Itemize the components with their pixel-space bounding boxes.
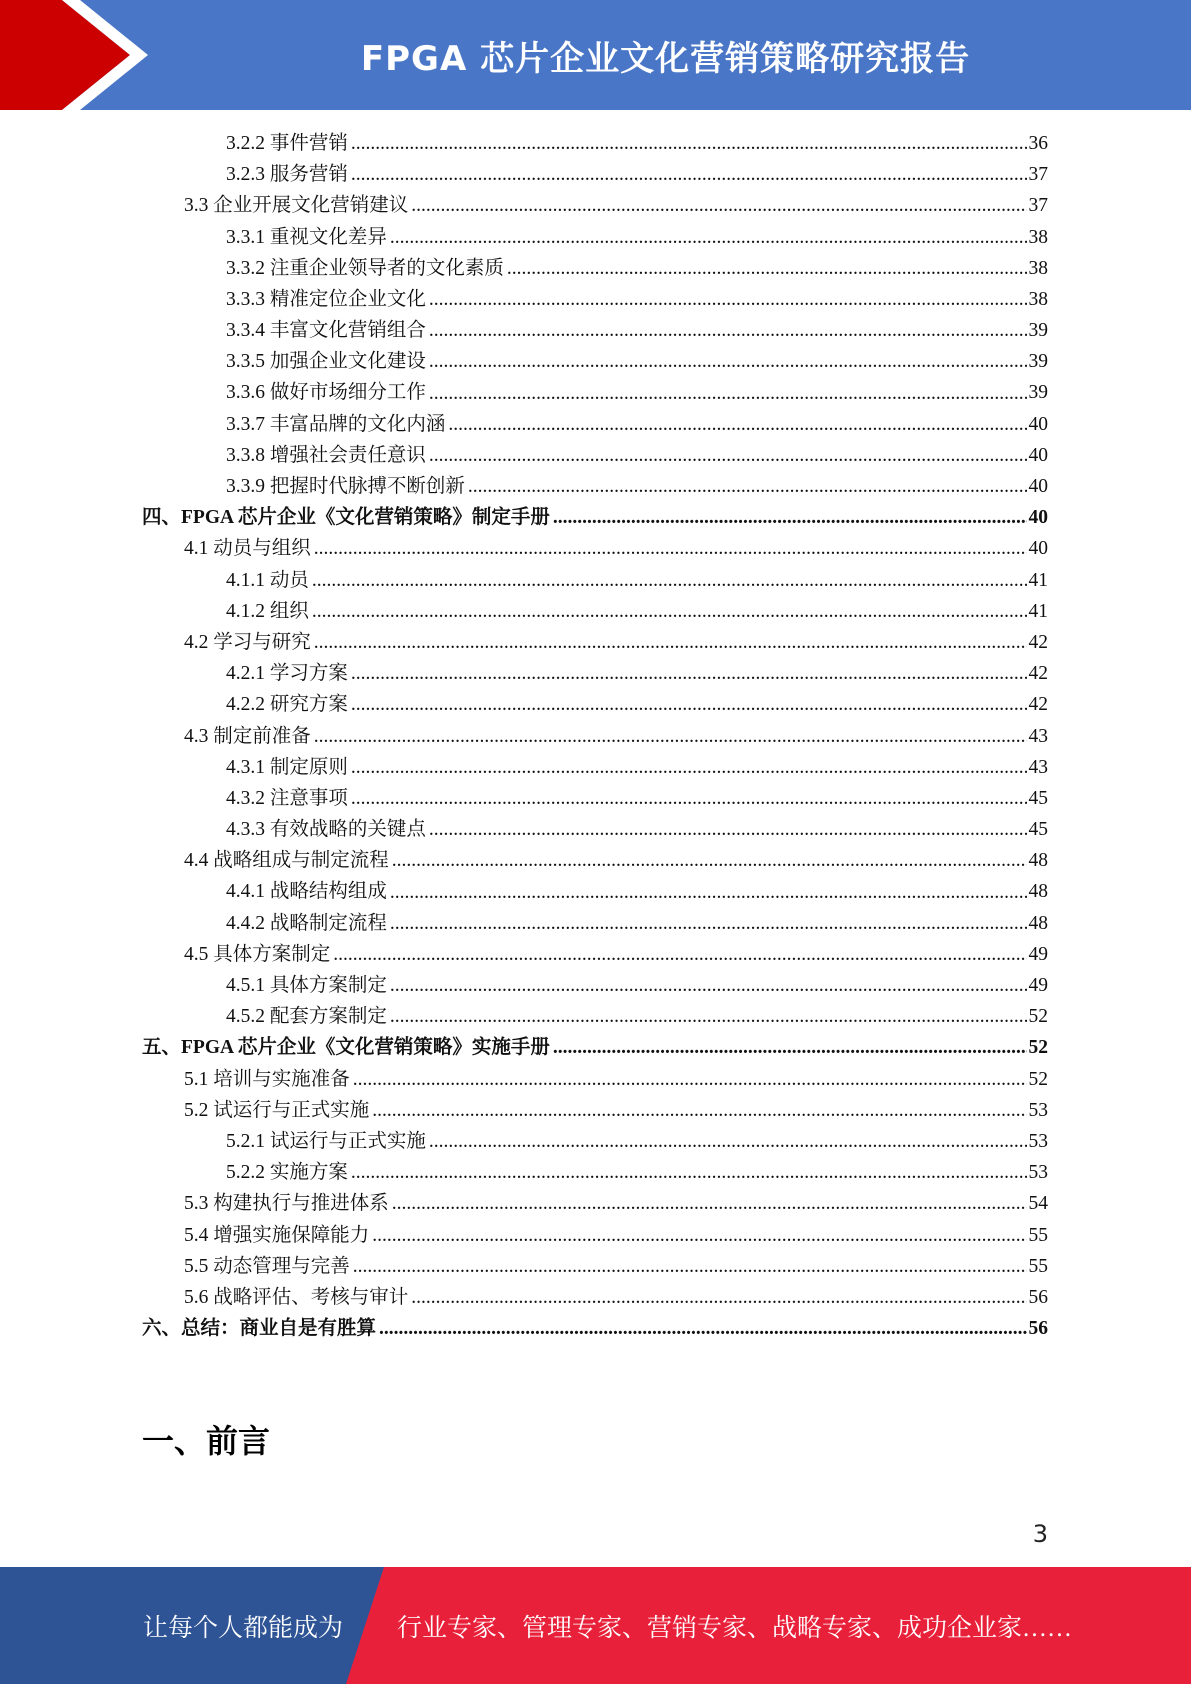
toc-entry-title: 3.3.7 丰富品牌的文化内涵 — [226, 413, 446, 435]
toc-entry-page: 56 — [1028, 1286, 1048, 1308]
toc-entry[interactable] — [142, 284, 1048, 315]
toc-dot-leader — [312, 596, 1027, 627]
toc-entry-page: 38 — [1028, 288, 1048, 310]
toc-entry-title: 五、FPGA 芯片企业《文化营销策略》实施手册 — [142, 1037, 550, 1059]
toc-entry-page: 38 — [1028, 257, 1048, 279]
toc-entry[interactable] — [142, 783, 1048, 814]
toc-entry-page: 37 — [1028, 164, 1048, 186]
toc-entry[interactable] — [142, 222, 1048, 253]
toc-entry-title: 3.3.4 丰富文化营销组合 — [226, 320, 426, 342]
toc-entry-title: 5.2.2 实施方案 — [226, 1162, 348, 1184]
toc-dot-leader — [390, 908, 1027, 939]
toc-entry-page: 53 — [1028, 1130, 1048, 1152]
toc-entry[interactable] — [142, 845, 1048, 876]
toc-entry-page: 52 — [1028, 1006, 1048, 1028]
toc-entry-title: 3.3.3 精准定位企业文化 — [226, 288, 426, 310]
toc-entry-page: 37 — [1028, 195, 1048, 217]
toc-entry[interactable] — [142, 502, 1048, 533]
toc-entry-title: 4.3.3 有效战略的关键点 — [226, 819, 426, 841]
toc-dot-leader — [351, 689, 1027, 720]
toc-entry-title: 3.3.5 加强企业文化建设 — [226, 351, 426, 373]
section-heading: 一、前言 — [142, 1422, 271, 1460]
toc-dot-leader — [468, 471, 1027, 502]
toc-entry-title: 4.4 战略组成与制定流程 — [184, 850, 389, 872]
header-red-block — [0, 0, 130, 110]
toc-dot-leader — [553, 502, 1027, 533]
toc-entry-page: 42 — [1028, 694, 1048, 716]
toc-dot-leader — [314, 533, 1027, 564]
toc-entry-page: 52 — [1028, 1068, 1048, 1090]
toc-entry[interactable] — [142, 939, 1048, 970]
toc-entry[interactable] — [142, 721, 1048, 752]
toc-entry-title: 4.1.1 动员 — [226, 569, 309, 591]
toc-dot-leader — [372, 1095, 1026, 1126]
toc-entry[interactable] — [142, 1220, 1048, 1251]
toc-entry-page: 42 — [1028, 631, 1048, 653]
toc-entry[interactable] — [142, 627, 1048, 658]
toc-entry[interactable] — [142, 159, 1048, 190]
toc-dot-leader — [390, 970, 1027, 1001]
toc-entry-title: 3.3.9 把握时代脉搏不断创新 — [226, 476, 465, 498]
toc-dot-leader — [314, 627, 1027, 658]
toc-entry-page: 40 — [1028, 413, 1048, 435]
toc-entry[interactable] — [142, 409, 1048, 440]
toc-dot-leader — [411, 1282, 1026, 1313]
toc-entry-page: 39 — [1028, 320, 1048, 342]
toc-entry[interactable] — [142, 658, 1048, 689]
toc-dot-leader — [353, 1064, 1027, 1095]
toc-entry-page: 54 — [1028, 1193, 1048, 1215]
toc-dot-leader — [351, 1157, 1027, 1188]
toc-entry-title: 3.3.2 注重企业领导者的文化素质 — [226, 257, 504, 279]
toc-entry[interactable] — [142, 378, 1048, 409]
toc-entry-title: 4.3 制定前准备 — [184, 725, 311, 747]
toc-entry-title: 3.3.8 增强社会责任意识 — [226, 444, 426, 466]
toc-entry-page: 40 — [1028, 507, 1048, 529]
toc-entry-page: 40 — [1028, 538, 1048, 560]
toc-entry-page: 43 — [1028, 725, 1048, 747]
toc-entry[interactable] — [142, 1282, 1048, 1313]
toc-entry[interactable] — [142, 877, 1048, 908]
toc-entry-page: 48 — [1028, 881, 1048, 903]
toc-dot-leader — [429, 1126, 1027, 1157]
toc-dot-leader — [429, 346, 1027, 377]
toc-entry-title: 3.3.1 重视文化差异 — [226, 226, 387, 248]
toc-entry-page: 55 — [1028, 1255, 1048, 1277]
toc-entry-title: 4.1 动员与组织 — [184, 538, 311, 560]
toc-entry-title: 4.3.1 制定原则 — [226, 756, 348, 778]
document-title: FPGA 芯片企业文化营销策略研究报告 — [360, 38, 971, 79]
toc-entry[interactable] — [142, 1313, 1048, 1344]
footer-slogan-right: 行业专家、管理专家、营销专家、战略专家、成功企业家…… — [397, 1614, 1073, 1642]
toc-entry-title: 4.2.1 学习方案 — [226, 663, 348, 685]
toc-dot-leader — [314, 721, 1027, 752]
toc-entry-title: 4.5.1 具体方案制定 — [226, 975, 387, 997]
toc-entry-page: 41 — [1028, 600, 1048, 622]
toc-dot-leader — [429, 378, 1027, 409]
toc-entry-title: 4.4.2 战略制定流程 — [226, 912, 387, 934]
toc-entry-title: 5.2.1 试运行与正式实施 — [226, 1130, 426, 1152]
toc-entry[interactable] — [142, 533, 1048, 564]
toc-dot-leader — [429, 440, 1027, 471]
toc-entry[interactable] — [142, 1157, 1048, 1188]
toc-entry-page: 42 — [1028, 663, 1048, 685]
toc-dot-leader — [351, 159, 1027, 190]
toc-dot-leader — [333, 939, 1026, 970]
toc-dot-leader — [411, 190, 1026, 221]
toc-entry-title: 5.5 动态管理与完善 — [184, 1255, 350, 1277]
toc-dot-leader — [351, 658, 1027, 689]
toc-entry[interactable] — [142, 128, 1048, 159]
toc-entry-title: 4.2.2 研究方案 — [226, 694, 348, 716]
toc-entry-title: 六、总结：商业自是有胜算 — [142, 1318, 377, 1340]
table-of-contents — [142, 128, 1048, 1344]
footer-slogan-left: 让每个人都能成为 — [143, 1614, 344, 1642]
toc-entry-page: 53 — [1028, 1162, 1048, 1184]
toc-entry[interactable] — [142, 596, 1048, 627]
toc-dot-leader — [390, 222, 1027, 253]
toc-dot-leader — [429, 315, 1027, 346]
toc-dot-leader — [353, 1251, 1027, 1282]
toc-dot-leader — [392, 845, 1027, 876]
toc-entry-title: 3.2.3 服务营销 — [226, 164, 348, 186]
toc-dot-leader — [351, 783, 1027, 814]
toc-entry-page: 39 — [1028, 351, 1048, 373]
toc-entry-page: 40 — [1028, 476, 1048, 498]
toc-dot-leader — [372, 1220, 1026, 1251]
toc-entry-page: 49 — [1028, 975, 1048, 997]
toc-dot-leader — [507, 253, 1027, 284]
toc-entry-page: 40 — [1028, 444, 1048, 466]
toc-entry[interactable] — [142, 970, 1048, 1001]
toc-entry-title: 4.2 学习与研究 — [184, 631, 311, 653]
page-number: 3 — [1032, 1520, 1048, 1548]
toc-entry-page: 49 — [1028, 943, 1048, 965]
toc-entry-page: 36 — [1028, 132, 1048, 154]
toc-entry-page: 53 — [1028, 1099, 1048, 1121]
toc-entry-title: 5.2 试运行与正式实施 — [184, 1099, 370, 1121]
toc-entry-title: 4.5 具体方案制定 — [184, 943, 331, 965]
toc-entry-title: 5.1 培训与实施准备 — [184, 1068, 350, 1090]
toc-entry[interactable] — [142, 1126, 1048, 1157]
toc-entry-title: 4.5.2 配套方案制定 — [226, 1006, 387, 1028]
toc-entry[interactable] — [142, 1064, 1048, 1095]
toc-entry-title: 四、FPGA 芯片企业《文化营销策略》制定手册 — [142, 507, 550, 529]
toc-entry[interactable] — [142, 814, 1048, 845]
toc-entry-title: 3.3 企业开展文化营销建议 — [184, 195, 409, 217]
page-header — [0, 0, 1191, 110]
toc-entry[interactable] — [142, 471, 1048, 502]
toc-entry-title: 5.3 构建执行与推进体系 — [184, 1193, 389, 1215]
toc-dot-leader — [312, 565, 1027, 596]
toc-dot-leader — [351, 752, 1027, 783]
toc-entry-page: 48 — [1028, 850, 1048, 872]
toc-entry-title: 3.2.2 事件营销 — [226, 132, 348, 154]
toc-entry[interactable] — [142, 565, 1048, 596]
toc-entry[interactable] — [142, 689, 1048, 720]
toc-entry[interactable] — [142, 908, 1048, 939]
toc-dot-leader — [390, 1001, 1027, 1032]
toc-entry-page: 52 — [1028, 1037, 1048, 1059]
toc-entry[interactable] — [142, 752, 1048, 783]
toc-entry-page: 55 — [1028, 1224, 1048, 1246]
toc-entry[interactable] — [142, 1095, 1048, 1126]
toc-entry[interactable] — [142, 190, 1048, 221]
toc-entry-title: 4.3.2 注意事项 — [226, 787, 348, 809]
toc-entry-page: 39 — [1028, 382, 1048, 404]
toc-entry-title: 4.1.2 组织 — [226, 600, 309, 622]
toc-entry-page: 45 — [1028, 787, 1048, 809]
toc-dot-leader — [553, 1032, 1027, 1063]
toc-entry[interactable] — [142, 440, 1048, 471]
toc-entry-page: 48 — [1028, 912, 1048, 934]
toc-entry-title: 3.3.6 做好市场细分工作 — [226, 382, 426, 404]
toc-dot-leader — [448, 409, 1026, 440]
toc-entry-title: 5.4 增强实施保障能力 — [184, 1224, 370, 1246]
toc-entry[interactable] — [142, 1188, 1048, 1219]
toc-entry[interactable] — [142, 1032, 1048, 1063]
toc-entry[interactable] — [142, 1001, 1048, 1032]
toc-entry-title: 5.6 战略评估、考核与审计 — [184, 1286, 409, 1308]
toc-dot-leader — [351, 128, 1027, 159]
page-footer — [0, 1567, 1191, 1684]
toc-entry-title: 4.4.1 战略结构组成 — [226, 881, 387, 903]
toc-dot-leader — [429, 284, 1027, 315]
toc-entry[interactable] — [142, 346, 1048, 377]
toc-entry-page: 38 — [1028, 226, 1048, 248]
toc-entry[interactable] — [142, 253, 1048, 284]
toc-entry-page: 56 — [1028, 1318, 1048, 1340]
toc-entry-page: 43 — [1028, 756, 1048, 778]
toc-dot-leader — [429, 814, 1027, 845]
toc-dot-leader — [392, 1188, 1027, 1219]
toc-entry-page: 45 — [1028, 819, 1048, 841]
toc-entry[interactable] — [142, 315, 1048, 346]
toc-entry[interactable] — [142, 1251, 1048, 1282]
toc-entry-page: 41 — [1028, 569, 1048, 591]
toc-dot-leader — [390, 877, 1027, 908]
toc-dot-leader — [379, 1313, 1026, 1344]
